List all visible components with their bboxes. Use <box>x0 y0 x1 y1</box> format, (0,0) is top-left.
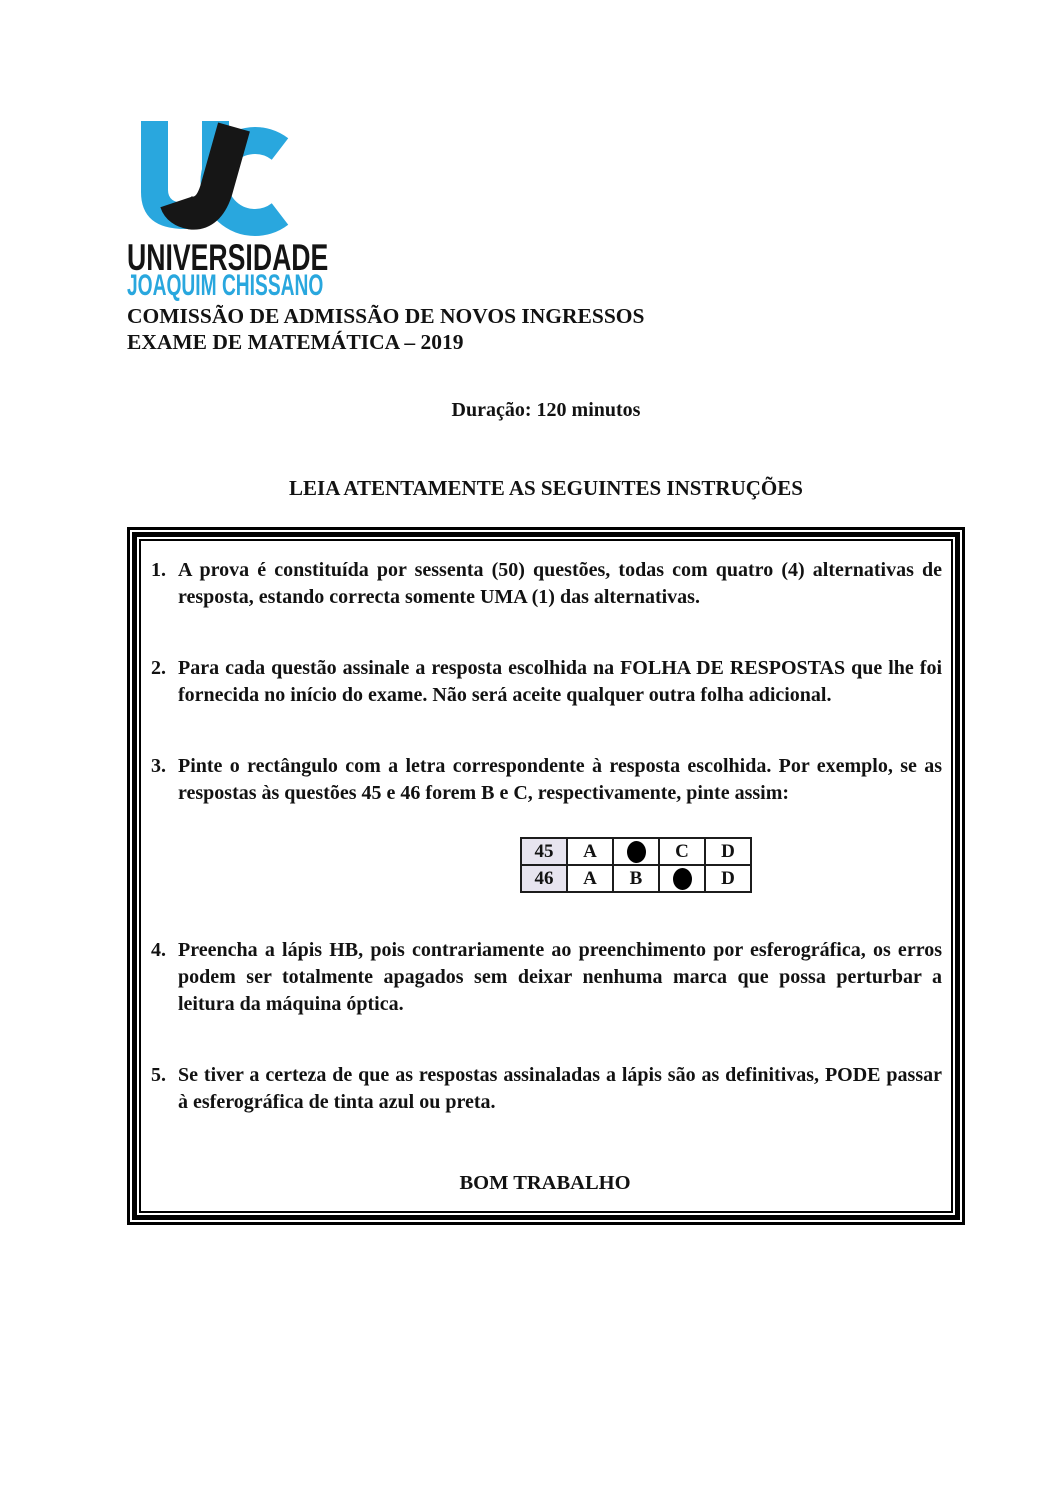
instruction-number: 4. <box>151 939 166 961</box>
example-answer-table-wrap <box>520 837 942 893</box>
filled-answer-dot <box>673 868 692 890</box>
filled-answer-cell <box>659 865 705 892</box>
university-logo <box>127 0 965 302</box>
closing-message: BOM TRABALHO <box>459 1172 631 1194</box>
instruction-item-4 <box>148 937 942 1018</box>
instructions-title: LEIA ATENTAMENTE AS SEGUINTES INSTRUÇÕES <box>289 476 803 500</box>
filled-answer-cell <box>613 838 659 865</box>
committee-line: COMISSÃO DE ADMISSÃO DE NOVOS INGRESSOS <box>127 304 645 328</box>
answer-letter-cell: B <box>613 865 659 892</box>
example-answer-table <box>520 837 752 893</box>
filled-answer-dot <box>627 841 646 863</box>
question-number-cell: 46 <box>521 865 567 892</box>
instructions-box-middle <box>132 532 960 1220</box>
instruction-number: 1. <box>151 559 166 581</box>
instruction-text: Se tiver a certeza de que as respostas assinaladas a lápis são as definitivas, PODE passar à esferográfica de tinta azul ou preta. <box>178 1064 942 1113</box>
instruction-text: Preencha a lápis HB, pois contrariamente ao preenchimento por esferográfica, os erros podem ser totalmente apagados sem deixar nenhuma marca que possa perturbar a leitura da máquina óptica. <box>178 939 942 1015</box>
instructions-box-outer <box>127 527 965 1225</box>
instruction-number: 5. <box>151 1064 166 1086</box>
instruction-item-5 <box>148 1062 942 1116</box>
example-table-row <box>521 865 751 892</box>
instruction-text: A prova é constituída por sessenta (50) questões, todas com quatro (4) alternativas de resposta, estando correcta somente UMA (1) das alternativas. <box>178 559 942 608</box>
example-table-body <box>521 838 751 892</box>
logo-university-text: UNIVERSIDADE <box>127 237 329 278</box>
answer-letter-cell: A <box>567 838 613 865</box>
instruction-item-3 <box>148 753 942 807</box>
question-number-cell: 45 <box>521 838 567 865</box>
instruction-number: 2. <box>151 657 166 679</box>
instructions-box <box>139 539 953 1213</box>
instruction-item-2 <box>148 655 942 709</box>
answer-letter-cell: C <box>659 838 705 865</box>
instruction-text: Pinte o rectângulo com a letra correspondente à resposta escolhida. Por exemplo, se as respostas às questões 45 e 46 forem B e C, respectivamente, pinte assim: <box>178 755 942 804</box>
instruction-number: 3. <box>151 755 166 777</box>
example-table-row <box>521 838 751 865</box>
logo-joaquim-chissano-text: JOAQUIM CHISSANO <box>127 269 324 302</box>
answer-letter-cell: D <box>705 865 751 892</box>
answer-letter-cell: D <box>705 838 751 865</box>
uc-monogram-logo <box>139 121 315 237</box>
exam-title-line: EXAME DE MATEMÁTICA – 2019 <box>127 330 464 354</box>
duration-line: Duração: 120 minutos <box>451 399 641 421</box>
answer-letter-cell: A <box>567 865 613 892</box>
instruction-text: Para cada questão assinale a resposta escolhida na FOLHA DE RESPOSTAS que lhe foi fornecida no início do exame. Não será aceite qualquer outra folha adicional. <box>178 657 942 706</box>
instruction-item-1 <box>148 557 942 611</box>
